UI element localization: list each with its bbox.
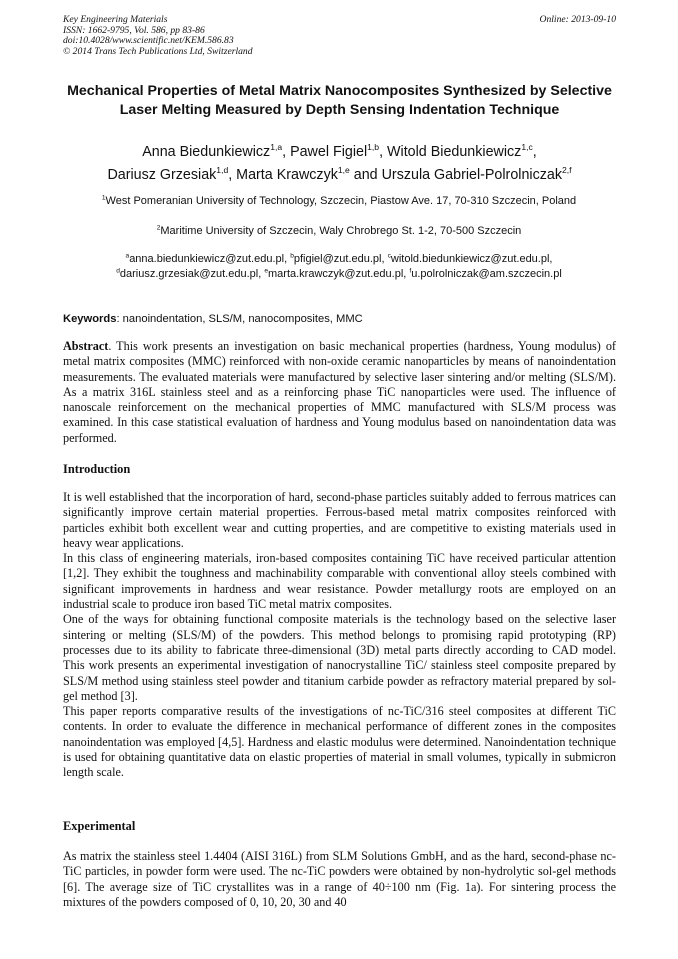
paragraph: In this class of engineering materials, iron-based composites containing TiC have received particular attention [1,2]. They exhibit the toughness and machinability comparable with conventional alloy steels combined with significant improvements in hardness and wear resistance. Powder metallurgy roots are employed on an industrial scale to produce iron based TiC metal matrix composites.	[63, 551, 616, 612]
affiliation-1	[40, 194, 638, 208]
author-sup: 1,e	[337, 164, 350, 175]
author-separator: ,	[532, 144, 537, 160]
paragraph: It is well established that the incorporation of hard, second-phase particles suitably added to ferrous matrices can significantly improve certain material properties. Ferrous-based metal matrix composites reinforced with particles exhibit both excellent wear and cutting properties, and are competitive to existing materials used in heavy wear applications.	[63, 490, 616, 550]
email-sup: c	[387, 252, 391, 260]
author-sup: 1,d	[216, 164, 229, 175]
affiliation-text: Maritime University of Szczecin, Waly Chrobrego St. 1-2, 70-500 Szczecin	[160, 225, 522, 237]
affiliation-sup: 2	[156, 224, 161, 232]
author-line-2	[63, 164, 616, 187]
author-list	[63, 141, 616, 186]
copyright-line: © 2014 Trans Tech Publications Ltd, Switzerland	[63, 45, 253, 57]
author-sup: 1,a	[270, 142, 283, 153]
affiliation-sup: 1	[101, 194, 106, 202]
email-line-1	[40, 252, 638, 267]
affiliation-2	[40, 224, 638, 238]
section-heading-experimental: Experimental	[63, 819, 136, 833]
author-name: , Marta Krawczyk	[228, 166, 338, 183]
experimental-body	[63, 849, 616, 910]
email-link[interactable]: dariusz.grzesiak@zut.edu.pl,	[119, 267, 265, 280]
email-line-2	[40, 267, 638, 282]
paragraph: This paper reports comparative results of the investigations of nc-TiC/316 steel composites at different TiC contents. In order to evaluate the difference in mechanical performance of different zones in the composites nanoindentation was employed [4,5]. Hardness and elastic modulus were determined. Nanoindentation technique is used for obtaining quantitative data on elastic properties of material in small volumes, typically in submicron length scale.	[63, 704, 616, 780]
author-sup: 1,b	[367, 142, 380, 153]
affiliation-text: West Pomeranian University of Technology, Szczecin, Piastow Ave. 17, 70-310 Szczecin, Poland	[105, 195, 577, 207]
paper-title: Mechanical Properties of Metal Matrix Nanocomposites Synthesized by Selective Laser Melting Measured by Depth Sensing Indentation Technique	[67, 83, 612, 118]
abstract-paragraph	[63, 339, 616, 446]
email-sup: f	[409, 266, 412, 274]
author-name: Dariusz Grzesiak	[107, 166, 217, 183]
author-sup: 1,c	[521, 142, 533, 153]
email-sup: a	[125, 252, 130, 260]
email-link[interactable]: witold.biedunkiewicz@zut.edu.pl,	[390, 253, 553, 265]
section-heading-introduction: Introduction	[63, 462, 131, 476]
paragraph: One of the ways for obtaining functional composite materials is the technology based on the selective laser sintering or melting (SLS/M) of the powders. This method belongs to promising rapid prototyping (RP) processes due to its ability to fabricate three-dimensional (3D) metal parts directly according to CAD model. This work presents an experimental investigation of nanocrystalline TiC/ stainless steel composite prepared by SLS/M method using stainless steel powder and titanium carbide powder as refractory material prepared by sol-gel method [3].	[63, 612, 616, 703]
online-date: Online: 2013-09-10	[539, 14, 616, 25]
abstract-text: . This work presents an investigation on basic mechanical properties (hardness, Young modulus) of metal matrix composites (MMC) reinforced with non-oxide ceramic nanoparticles by means of nanoindentation measurements. The evaluated materials were manufactured by selective laser sintering and/or melting (SLS/M). As a matrix 316L stainless steel and as a reinforcing phase TiC nanoparticles were used. The influence of nanoscale reinforcement on the mechanical properties of MMC manufactured with SLS/M process was examined. In this case statistical evaluation of hardness and Young modulus based on nanoindentation data was performed.	[63, 339, 616, 445]
abstract-label: Abstract	[63, 339, 109, 353]
author-sup: 2,f	[561, 164, 572, 175]
journal-header	[63, 15, 616, 57]
email-link[interactable]: u.polrolniczak@am.szczecin.pl	[411, 267, 562, 280]
introduction-body	[63, 490, 616, 781]
author-name: , Pawel Figiel	[282, 144, 368, 160]
author-name: Anna Biedunkiewicz	[142, 144, 271, 160]
abstract	[63, 339, 616, 446]
doi-line: doi:10.4028/www.scientific.net/KEM.586.83	[63, 35, 234, 47]
journal-name: Key Engineering Materials	[63, 14, 168, 25]
author-name: , Witold Biedunkiewicz	[379, 144, 522, 160]
email-sup: e	[264, 266, 268, 274]
email-link[interactable]: pfigiel@zut.edu.pl,	[293, 253, 388, 265]
keywords	[63, 312, 616, 326]
email-link[interactable]: anna.biedunkiewicz@zut.edu.pl,	[129, 253, 291, 265]
author-line-1	[63, 141, 616, 164]
email-sup: b	[290, 252, 294, 260]
email-link[interactable]: marta.krawczyk@zut.edu.pl,	[268, 267, 410, 280]
keywords-label: Keywords	[63, 313, 117, 325]
keywords-text: : nanoindentation, SLS/M, nanocomposites, MMC	[116, 313, 363, 325]
email-list	[40, 252, 638, 281]
paragraph: As matrix the stainless steel 1.4404 (AISI 316L) from SLM Solutions GmbH, and as the hard, second-phase nc-TiC particles, in powder form were used. The nc-TiC powders were obtained by non-hydrolytic sol-gel methods [6]. The average size of TiC crystallites was in a range of 40÷100 nm (Fig. 1a). For sintering process the mixtures of the powders composed of 0, 10, 20, 30 and 40	[63, 849, 616, 909]
author-name: and Urszula Gabriel-Polrolniczak	[349, 166, 562, 183]
issn-line: ISSN: 1662-9795, Vol. 586, pp 83-86	[63, 24, 205, 36]
email-sup: d	[116, 266, 120, 274]
